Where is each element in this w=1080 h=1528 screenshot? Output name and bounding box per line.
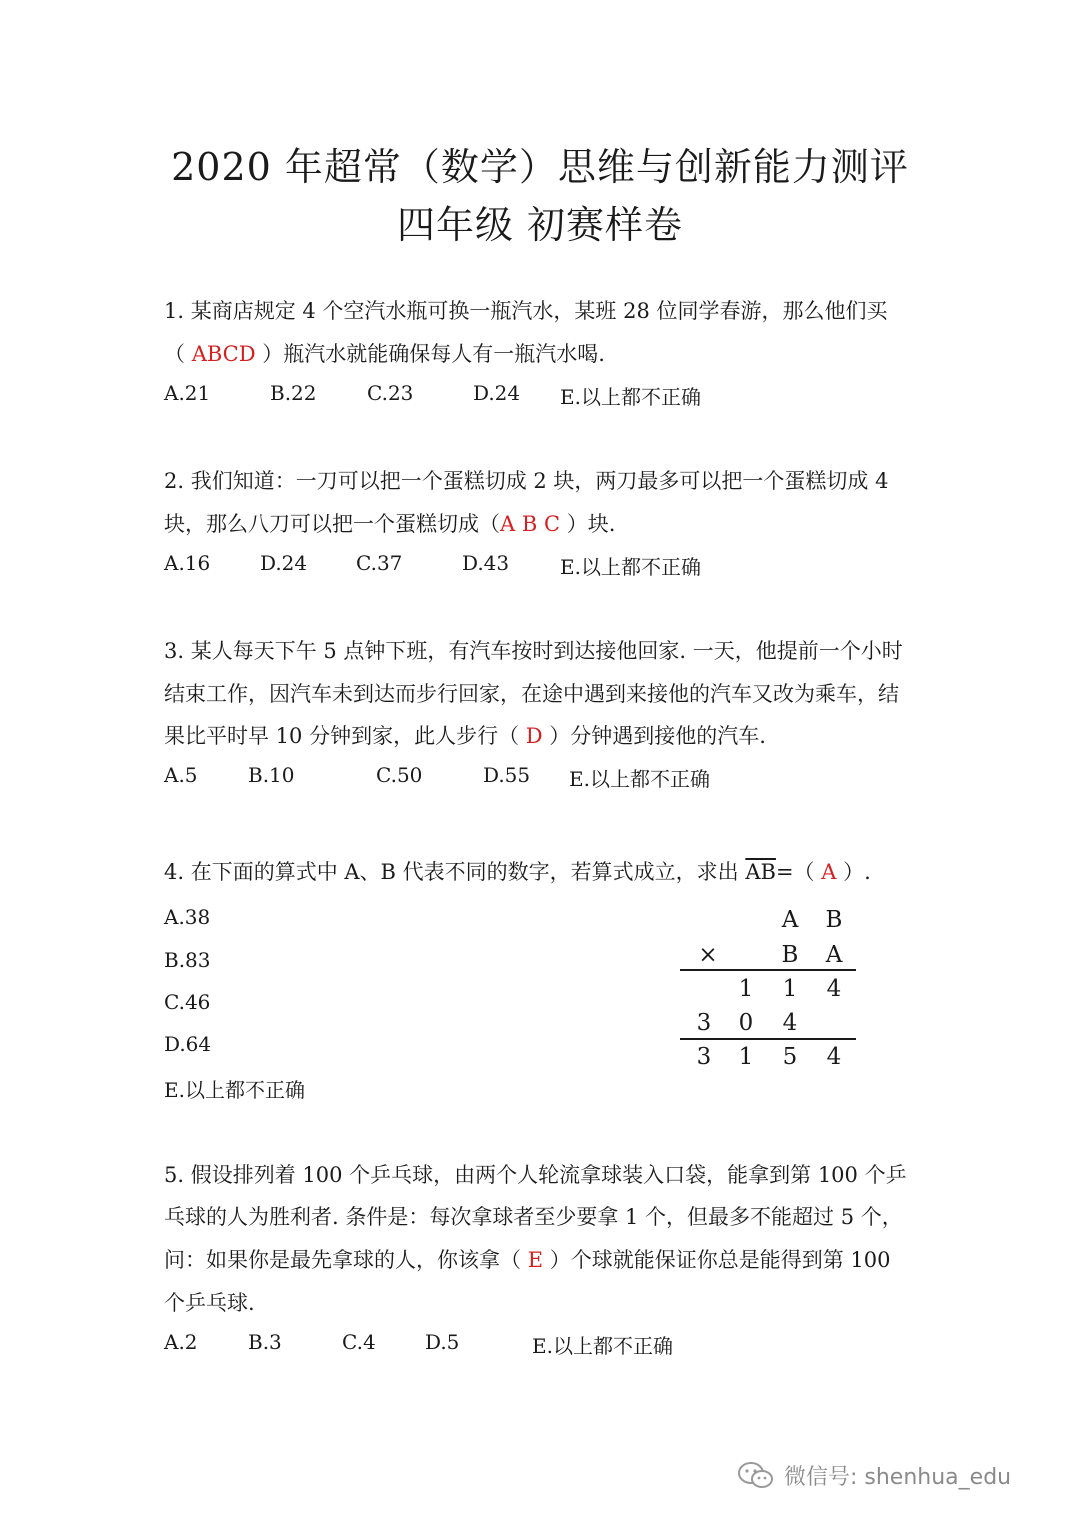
calc-r4-c2: 0 (738, 1010, 754, 1036)
calc-r5-c4: 4 (826, 1044, 842, 1070)
q5-answer: E (527, 1248, 544, 1272)
q3-text-rest: ）分钟遇到接他的汽车. (542, 724, 766, 748)
q5-text-line1: 5. 假设排列着 100 个乒乓球，由两个人轮流拿球装入口袋，能拿到第 100 个乒 (164, 1163, 907, 1187)
calc-r4-c1: 3 (696, 1010, 712, 1036)
q4-option-a: A.38 (164, 905, 211, 929)
q3-text-pre: 果比平时早 10 分钟到家，此人步行（ (164, 724, 526, 748)
calc-r5-c3: 5 (782, 1044, 798, 1070)
calc-r1-c4: B (825, 907, 843, 933)
q2-text-pre: 块，那么八刀可以把一个蛋糕切成（ (164, 512, 500, 536)
calc-r2-c3: B (781, 942, 799, 968)
q2-option-2: D.24 (260, 551, 308, 575)
calc-rule-1 (680, 969, 856, 971)
q2-option-1: A.16 (164, 551, 211, 575)
calc-r5-c2: 1 (738, 1044, 754, 1070)
q4-option-c: C.46 (164, 990, 211, 1014)
q1-option-e: E.以上都不正确 (560, 385, 701, 409)
q5-option-d: D.5 (425, 1330, 460, 1354)
q2-text-line1: 2. 我们知道：一刀可以把一个蛋糕切成 2 块，两刀最多可以把一个蛋糕切成 4 (164, 469, 889, 493)
q2-answer: A B C (500, 512, 561, 536)
q1-text-line1: 1. 某商店规定 4 个空汽水瓶可换一瓶汽水，某班 28 位同学春游，那么他们买 (164, 299, 888, 323)
q5-text-line4: 个乒乓球. (164, 1291, 255, 1315)
q1-text-line2 (164, 338, 605, 368)
q5-option-a: A.2 (164, 1330, 198, 1354)
q2-option-3: C.37 (356, 551, 403, 575)
q5-text-line2: 乓球的人为胜利者. 条件是：每次拿球者至少要拿 1 个，但最多不能超过 5 个， (164, 1205, 903, 1229)
q1-answer: ABCD (191, 342, 256, 366)
q3-option-c: C.50 (376, 763, 423, 787)
q1-bracket-open: （ (164, 342, 192, 366)
q3-text-line2: 结束工作，因汽车未到达而步行回家，在途中遇到来接他的汽车又改为乘车，结 (164, 682, 899, 706)
q5-option-e: E.以上都不正确 (532, 1334, 673, 1358)
q1-option-a: A.21 (164, 381, 211, 405)
calc-r3-c2: 1 (738, 976, 754, 1002)
q3-text-line1: 3. 某人每天下午 5 点钟下班，有汽车按时到达接他回家. 一天，他提前一个小时 (164, 639, 903, 663)
q4-text-line1 (164, 856, 871, 886)
q3-option-e: E.以上都不正确 (569, 767, 710, 791)
q5-text-line3 (164, 1244, 890, 1274)
calc-r4-c3: 4 (782, 1010, 798, 1036)
q4-option-b: B.83 (164, 948, 211, 972)
calc-rule-2 (680, 1038, 856, 1040)
q3-option-a: A.5 (164, 763, 198, 787)
calc-r2-c4: A (825, 942, 843, 968)
q4-text-pre: 4. 在下面的算式中 A、B 代表不同的数字，若算式成立，求出 (164, 860, 746, 884)
q5-option-c: C.4 (342, 1330, 376, 1354)
q5-text-rest: ）个球就能保证你总是能得到第 100 (543, 1248, 891, 1272)
document-subtitle: 四年级 初赛样卷 (396, 203, 684, 247)
q2-text-line2 (164, 508, 615, 538)
q2-option-4: D.43 (462, 551, 510, 575)
q4-text-mid: =（ (775, 860, 822, 884)
document-title: 2020 年超常（数学）思维与创新能力测评 (171, 145, 909, 189)
q4-text-rest: ）. (836, 860, 871, 884)
q1-text-rest: ）瓶汽水就能确保每人有一瓶汽水喝. (255, 342, 605, 366)
watermark-text: 微信号: shenhua_edu (784, 1465, 1012, 1490)
calc-multiply-sign: × (698, 942, 718, 968)
calc-r1-c3: A (781, 907, 799, 933)
q1-option-b: B.22 (270, 381, 317, 405)
calc-r5-c1: 3 (696, 1044, 712, 1070)
q3-option-b: B.10 (248, 763, 295, 787)
wechat-watermark (736, 1460, 1011, 1491)
q4-option-e: E.以上都不正确 (164, 1078, 305, 1102)
q1-option-d: D.24 (473, 381, 521, 405)
calc-r3-c3: 1 (782, 976, 798, 1002)
q3-answer: D (525, 724, 543, 748)
q1-option-c: C.23 (367, 381, 414, 405)
q2-text-rest: ）块. (560, 512, 616, 536)
q4-option-d: D.64 (164, 1032, 212, 1056)
q3-option-d: D.55 (483, 763, 531, 787)
q5-text-pre: 问：如果你是最先拿球的人，你该拿（ (164, 1248, 528, 1272)
q3-text-line3 (164, 720, 766, 750)
calc-r3-c4: 4 (826, 976, 842, 1002)
q5-option-b: B.3 (248, 1330, 282, 1354)
wechat-icon (736, 1461, 776, 1491)
q4-overline-ab: $\overline{AB}$ (745, 860, 776, 884)
q2-option-5: E.以上都不正确 (560, 555, 701, 579)
q4-answer: A (821, 860, 837, 884)
